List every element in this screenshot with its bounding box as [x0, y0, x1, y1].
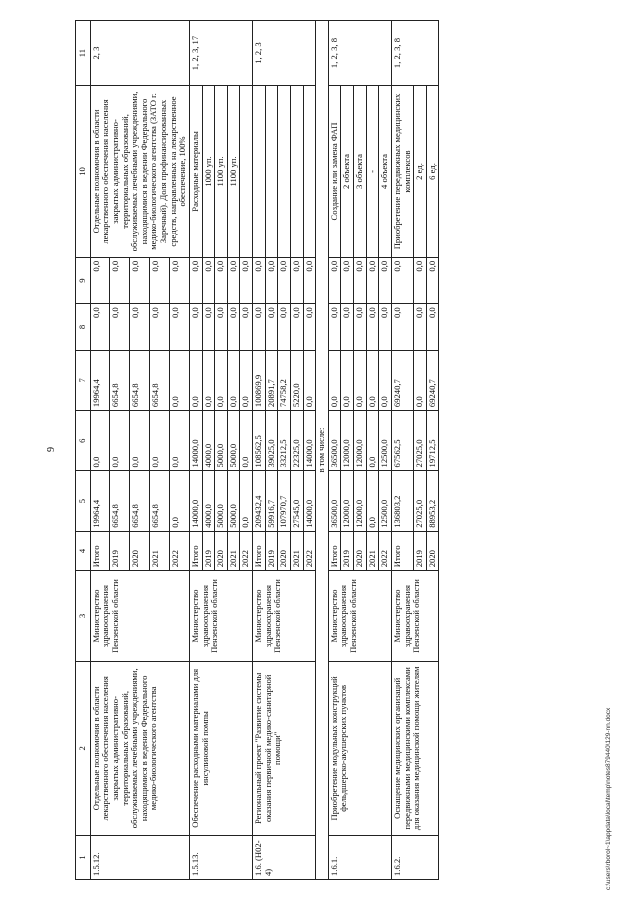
- table-cell: 108562,5: [253, 411, 266, 471]
- column-header: 6: [76, 411, 91, 471]
- table-row: [328, 21, 341, 880]
- table-cell: 0,0: [110, 411, 130, 471]
- table-cell: 2022: [303, 531, 316, 570]
- table-cell: 1.6.1.: [328, 835, 391, 879]
- table-row: [90, 21, 110, 880]
- table-cell: 6654,8: [130, 350, 150, 410]
- table-cell: 14000,0: [189, 471, 202, 531]
- column-header: 1: [76, 835, 91, 879]
- column-header: 4: [76, 531, 91, 570]
- table-cell: 6 ед.: [426, 86, 439, 258]
- column-header: 7: [76, 350, 91, 410]
- table-cell: 2, 3: [90, 21, 189, 86]
- table-cell: 0,0: [328, 304, 341, 350]
- table-cell: 0,0: [240, 257, 253, 303]
- table-cell: 0,0: [90, 411, 110, 471]
- table-cell: 1.5.13.: [189, 835, 252, 879]
- table-cell: 1, 2, 3, 8: [391, 21, 439, 86]
- table-cell: 27545,0: [290, 471, 303, 531]
- table-cell: 0,0: [90, 257, 110, 303]
- table-cell: [265, 86, 278, 258]
- table-cell: 1.6.2.: [391, 835, 439, 879]
- table-cell: 0,0: [303, 304, 316, 350]
- table-cell: 0,0: [189, 350, 202, 410]
- table-cell: 27025,0: [414, 471, 427, 531]
- table-cell: 0,0: [170, 411, 190, 471]
- table-cell: Приобретение модульных конструкций фельдшерско-акушерских пунктов: [328, 661, 391, 835]
- table-cell: Итого: [189, 531, 202, 570]
- table-cell: 2 объекта: [341, 86, 354, 258]
- table-cell: 0,0: [265, 304, 278, 350]
- table-row: [253, 21, 266, 880]
- table-cell: 2019: [265, 531, 278, 570]
- table-cell: [278, 86, 291, 258]
- table-cell: Создание или замена ФАП: [328, 86, 341, 258]
- table-cell: 0,0: [240, 304, 253, 350]
- table-cell: 2021: [366, 531, 379, 570]
- table-cell: 0,0: [290, 257, 303, 303]
- table-cell: 39025,0: [265, 411, 278, 471]
- table-cell: 0,0: [240, 411, 253, 471]
- table-cell: Министерство здравоохранения Пензенской области: [90, 571, 189, 662]
- table-cell: [253, 86, 266, 258]
- table-cell: 0,0: [414, 304, 427, 350]
- table-cell: 0,0: [354, 304, 367, 350]
- table-cell: 1, 2, 3: [253, 21, 316, 86]
- table-cell: 2019: [110, 531, 130, 570]
- table-row: [189, 21, 202, 880]
- table-cell: 0,0: [202, 304, 215, 350]
- column-header: 5: [76, 471, 91, 531]
- table-cell: 2021: [150, 531, 170, 570]
- table-cell: Оснащение медицинских организаций передвижными медицинскими комплексами для оказания медицинской помощи жителям: [391, 661, 439, 835]
- table-cell: 4000,0: [202, 471, 215, 531]
- table-cell: Итого: [90, 531, 110, 570]
- table-cell: 0,0: [303, 257, 316, 303]
- table-cell: 0,0: [328, 350, 341, 410]
- table-cell: 14000,0: [303, 471, 316, 531]
- table-cell: [240, 86, 253, 258]
- table-cell: 5000,0: [215, 411, 228, 471]
- table-cell: Министерство здравоохранения Пензенской области: [253, 571, 316, 662]
- table-cell: 14000,0: [303, 411, 316, 471]
- table-cell: 0,0: [354, 257, 367, 303]
- table-cell: 0,0: [426, 304, 439, 350]
- table-cell: 6654,8: [130, 471, 150, 531]
- table-cell: 209432,4: [253, 471, 266, 531]
- table-cell: 0,0: [150, 257, 170, 303]
- table-cell: 0,0: [379, 304, 392, 350]
- table-cell: 0,0: [354, 350, 367, 410]
- table-cell: 5220,0: [290, 350, 303, 410]
- table-cell: 0,0: [341, 304, 354, 350]
- table-cell: 2020: [426, 531, 439, 570]
- table-cell: 0,0: [414, 350, 427, 410]
- table-cell: Министерство здравоохранения Пензенской области: [189, 571, 252, 662]
- table-cell: 0,0: [366, 304, 379, 350]
- table-cell: 0,0: [253, 257, 266, 303]
- column-header-row: [76, 21, 91, 880]
- table-cell: 0,0: [240, 350, 253, 410]
- table-cell: 0,0: [253, 304, 266, 350]
- table-cell: 0,0: [379, 257, 392, 303]
- table-cell: 14000,0: [189, 411, 202, 471]
- table-cell: 1.6. (Н02-4): [253, 835, 316, 879]
- table-cell: 1, 2, 3, 8: [328, 21, 391, 86]
- table-cell: 1, 2, 3, 17: [189, 21, 252, 86]
- table-cell: 2022: [379, 531, 392, 570]
- table-cell: 0,0: [328, 257, 341, 303]
- table-cell: 36500,0: [328, 411, 341, 471]
- table-cell: 2022: [240, 531, 253, 570]
- table-cell: 0,0: [215, 304, 228, 350]
- table-cell: 12500,0: [379, 471, 392, 531]
- table-cell: Итого: [391, 531, 413, 570]
- table-cell: Отдельные полномочия в области лекарственного обеспечения населения закрытых административно-территориальных образований, обслуживаемых лечебными учреждениями, находящимися в ведении Федерального медико-биологического агентства (ЗАТО г. Заречный). Доля профинансированных средств, направленных на лекарственное обеспечение, 100%: [90, 86, 189, 258]
- table-cell: 0,0: [341, 350, 354, 410]
- table-cell: 0,0: [227, 304, 240, 350]
- table-cell: -: [366, 86, 379, 258]
- column-header: 8: [76, 304, 91, 350]
- table-cell: 0,0: [130, 411, 150, 471]
- table-cell: [303, 86, 316, 258]
- table-cell: 19964,4: [90, 471, 110, 531]
- table-cell: 12500,0: [379, 411, 392, 471]
- table-cell: 107970,7: [278, 471, 291, 531]
- table-cell: 12000,0: [341, 411, 354, 471]
- table-cell: 69240,7: [426, 350, 439, 410]
- table-cell: 2020: [278, 531, 291, 570]
- table-cell: 0,0: [391, 257, 413, 303]
- column-header: 10: [76, 86, 91, 258]
- table-cell: 5000,0: [227, 411, 240, 471]
- table-cell: 0,0: [202, 257, 215, 303]
- table-cell: 0,0: [170, 304, 190, 350]
- table-cell: 0,0: [227, 257, 240, 303]
- table-cell: 36500,0: [328, 471, 341, 531]
- table-cell: 2019: [202, 531, 215, 570]
- table-cell: 2019: [414, 531, 427, 570]
- table-cell: 136803,2: [391, 471, 413, 531]
- column-header: 3: [76, 571, 91, 662]
- table-cell: Итого: [253, 531, 266, 570]
- program-table: [75, 20, 439, 880]
- table-cell: 2020: [354, 531, 367, 570]
- table-body: [90, 21, 439, 880]
- table-cell: 0,0: [170, 350, 190, 410]
- table-cell: [290, 86, 303, 258]
- table-row: [391, 21, 413, 880]
- table-cell: Региональный проект "Развитие системы оказания первичной медико-санитарной помощи": [253, 661, 316, 835]
- table-cell: 0,0: [110, 304, 130, 350]
- table-cell: 88953,2: [426, 471, 439, 531]
- table-cell: 2021: [227, 531, 240, 570]
- table-cell: 0,0: [414, 257, 427, 303]
- table-cell: 3 объекта: [354, 86, 367, 258]
- table-cell: Министерство здравоохранения Пензенской области: [391, 571, 439, 662]
- table-cell: 5000,0: [227, 471, 240, 531]
- table-cell: 12000,0: [354, 471, 367, 531]
- table-cell: Министерство здравоохранения Пензенской области: [328, 571, 391, 662]
- table-cell: Итого: [328, 531, 341, 570]
- table-cell: 0,0: [265, 257, 278, 303]
- table-cell: 1000 уп.: [202, 86, 215, 258]
- table-cell: 20891,7: [265, 350, 278, 410]
- table-cell: 0,0: [341, 257, 354, 303]
- table-cell: 0,0: [130, 304, 150, 350]
- table-cell: 0,0: [366, 257, 379, 303]
- table-cell: 0,0: [366, 471, 379, 531]
- table-cell: 2020: [215, 531, 228, 570]
- table-cell: 0,0: [90, 304, 110, 350]
- table-cell: 1100 уп.: [227, 86, 240, 258]
- table-cell: 5000,0: [215, 471, 228, 531]
- table-cell: 2020: [130, 531, 150, 570]
- table-cell: 0,0: [170, 257, 190, 303]
- table-cell: 69240,7: [391, 350, 413, 410]
- table-cell: 0,0: [278, 257, 291, 303]
- table-cell: 12000,0: [354, 411, 367, 471]
- table-cell: 0,0: [189, 257, 202, 303]
- table-cell: 1100 уп.: [215, 86, 228, 258]
- table-cell: 1.5.12.: [90, 835, 189, 879]
- table-cell: 4 объекта: [379, 86, 392, 258]
- table-cell: 0,0: [366, 411, 379, 471]
- table-cell: 6654,8: [150, 471, 170, 531]
- table-cell: 19712,5: [426, 411, 439, 471]
- table-cell: 2019: [341, 531, 354, 570]
- column-header: 9: [76, 257, 91, 303]
- table-cell: 0,0: [391, 304, 413, 350]
- table-cell: 0,0: [366, 350, 379, 410]
- table-cell: 6654,8: [110, 350, 130, 410]
- table-cell: 59916,7: [265, 471, 278, 531]
- in-total-label: в том числе:: [316, 21, 329, 880]
- table-cell: 0,0: [130, 257, 150, 303]
- column-header: 11: [76, 21, 91, 86]
- table-cell: 0,0: [303, 350, 316, 410]
- table-cell: Приобретение передвижных медицинских комплексов: [391, 86, 413, 258]
- table-cell: 12000,0: [341, 471, 354, 531]
- footer-path: c:\users\rborol~1\appdata\local\temp\notes879440\129-nn.docx: [605, 707, 612, 890]
- table-cell: 0,0: [290, 304, 303, 350]
- table-cell: 0,0: [110, 257, 130, 303]
- table-cell: 0,0: [215, 257, 228, 303]
- table-cell: 0,0: [215, 350, 228, 410]
- table-cell: 2 ед.: [414, 86, 427, 258]
- table-cell: 0,0: [170, 471, 190, 531]
- table-cell: 6654,8: [150, 350, 170, 410]
- table-cell: 27025,0: [414, 411, 427, 471]
- table-cell: Обеспечение расходными материалами для инсулиновой помпы: [189, 661, 252, 835]
- table-cell: 0,0: [150, 411, 170, 471]
- column-header: 2: [76, 661, 91, 835]
- table-cell: 0,0: [379, 350, 392, 410]
- table-cell: 0,0: [227, 350, 240, 410]
- table-cell: Расходные материалы: [189, 86, 202, 258]
- table-cell: 33212,5: [278, 411, 291, 471]
- table-cell: 22325,0: [290, 411, 303, 471]
- table-cell: 67562,5: [391, 411, 413, 471]
- table-cell: 6654,8: [110, 471, 130, 531]
- table-cell: 74758,2: [278, 350, 291, 410]
- in-total-row: [316, 21, 329, 880]
- table-cell: 100869,9: [253, 350, 266, 410]
- page-number: 9: [46, 447, 57, 452]
- table-cell: 0,0: [278, 304, 291, 350]
- table-cell: 2021: [290, 531, 303, 570]
- table-cell: 19964,4: [90, 350, 110, 410]
- table-cell: 0,0: [426, 257, 439, 303]
- table-cell: 0,0: [189, 304, 202, 350]
- landscape-sheet: [75, 20, 615, 880]
- table-cell: Отдельные полномочия в области лекарственного обеспечения населения закрытых административно-территориальных образований, обслуживаемых лечебными учреждениями, находящимися в ведении Федерального медико-биологического агентства: [90, 661, 189, 835]
- table-cell: 0,0: [150, 304, 170, 350]
- table-cell: 0,0: [202, 350, 215, 410]
- table-cell: 2022: [170, 531, 190, 570]
- table-cell: 0,0: [240, 471, 253, 531]
- table-cell: 4000,0: [202, 411, 215, 471]
